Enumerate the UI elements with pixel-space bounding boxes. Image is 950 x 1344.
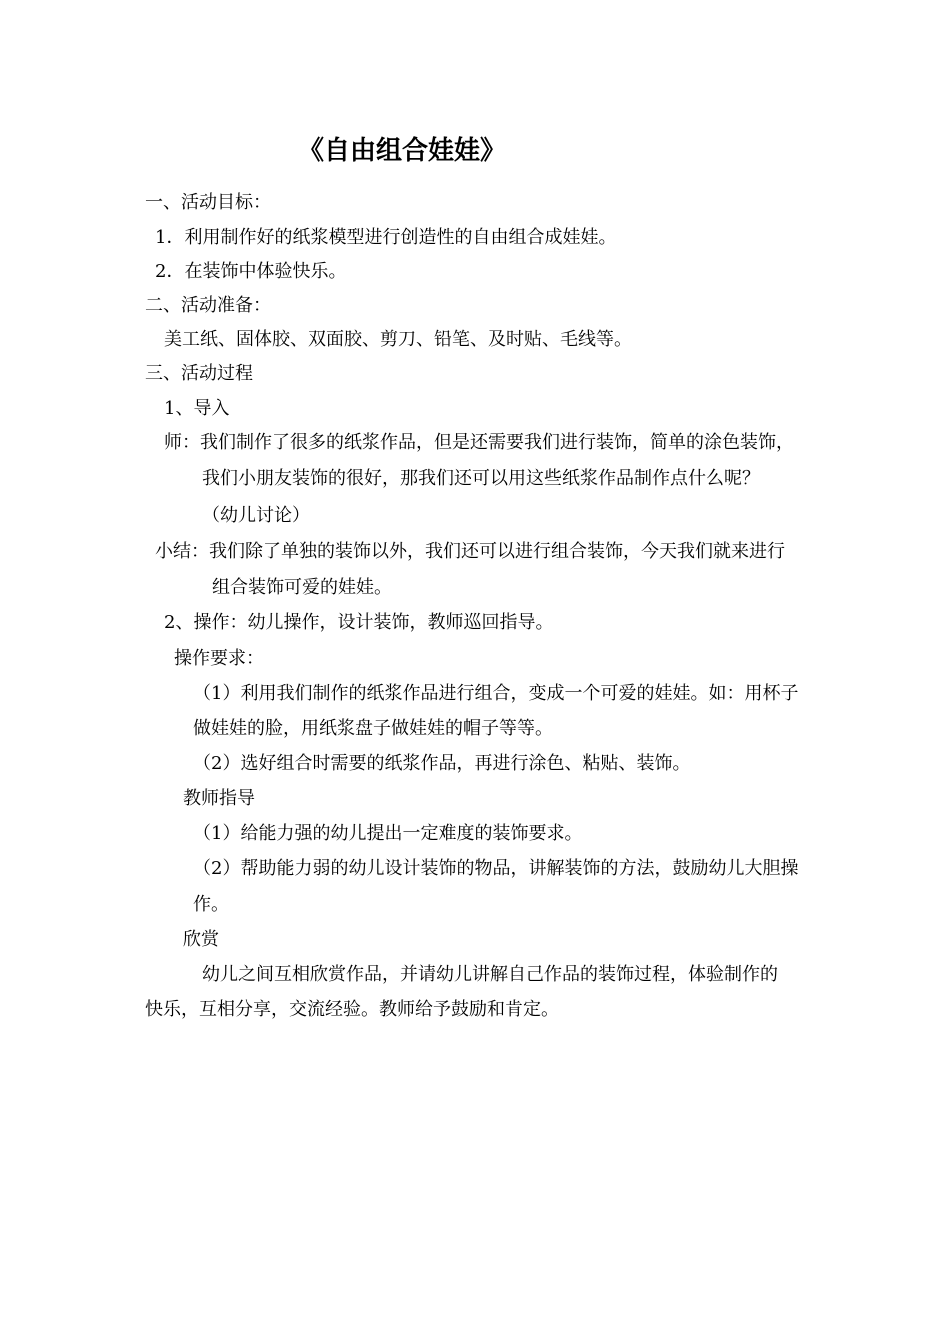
paragraph-line: 快乐，互相分享，交流经验。教师给予鼓励和肯定。	[145, 999, 559, 1020]
requirement-item-continued: 做娃娃的脸，用纸浆盘子做娃娃的帽子等等。	[193, 718, 553, 739]
page-title: 《自由组合娃娃》	[298, 136, 507, 166]
guidance-item-continued: 作。	[193, 894, 229, 915]
subheading-requirements: 操作要求：	[174, 648, 264, 669]
section-heading-preparation: 二、活动准备：	[145, 295, 271, 316]
guidance-item: （2）帮助能力弱的幼儿设计装饰的物品，讲解装饰的方法，鼓励幼儿大胆操	[193, 858, 799, 879]
materials-list: 美工纸、固体胶、双面胶、剪刀、铅笔、及时贴、毛线等。	[164, 329, 632, 350]
paragraph-line: 我们小朋友装饰的很好，那我们还可以用这些纸浆作品制作点什么呢？	[202, 468, 760, 489]
subheading-teacher-guidance: 教师指导	[183, 788, 255, 809]
step-heading-intro: 1、导入	[164, 398, 230, 419]
paragraph-line: 小结：我们除了单独的装饰以外，我们还可以进行组合装饰，今天我们就来进行	[155, 541, 785, 562]
section-heading-process: 三、活动过程	[145, 363, 253, 384]
goal-item-1: 1．利用制作好的纸浆模型进行创造性的自由组合成娃娃。	[155, 227, 617, 248]
section-heading-goals: 一、活动目标：	[145, 192, 271, 213]
paragraph-line: 幼儿之间互相欣赏作品，并请幼儿讲解自己作品的装饰过程，体验制作的	[202, 964, 778, 985]
step-heading-operation: 2、操作：幼儿操作，设计装饰，教师巡回指导。	[164, 612, 554, 633]
requirement-item: （1）利用我们制作的纸浆作品进行组合，变成一个可爱的娃娃。如：用杯子	[193, 683, 799, 704]
paragraph-line: （幼儿讨论）	[202, 505, 310, 526]
subheading-appreciation: 欣赏	[183, 929, 219, 950]
requirement-item: （2）选好组合时需要的纸浆作品，再进行涂色、粘贴、装饰。	[193, 753, 691, 774]
paragraph-line: 师：我们制作了很多的纸浆作品，但是还需要我们进行装饰，简单的涂色装饰，	[164, 432, 794, 453]
guidance-item: （1）给能力强的幼儿提出一定难度的装饰要求。	[193, 823, 583, 844]
goal-item-2: 2．在装饰中体验快乐。	[155, 261, 347, 282]
paragraph-line: 组合装饰可爱的娃娃。	[212, 577, 392, 598]
